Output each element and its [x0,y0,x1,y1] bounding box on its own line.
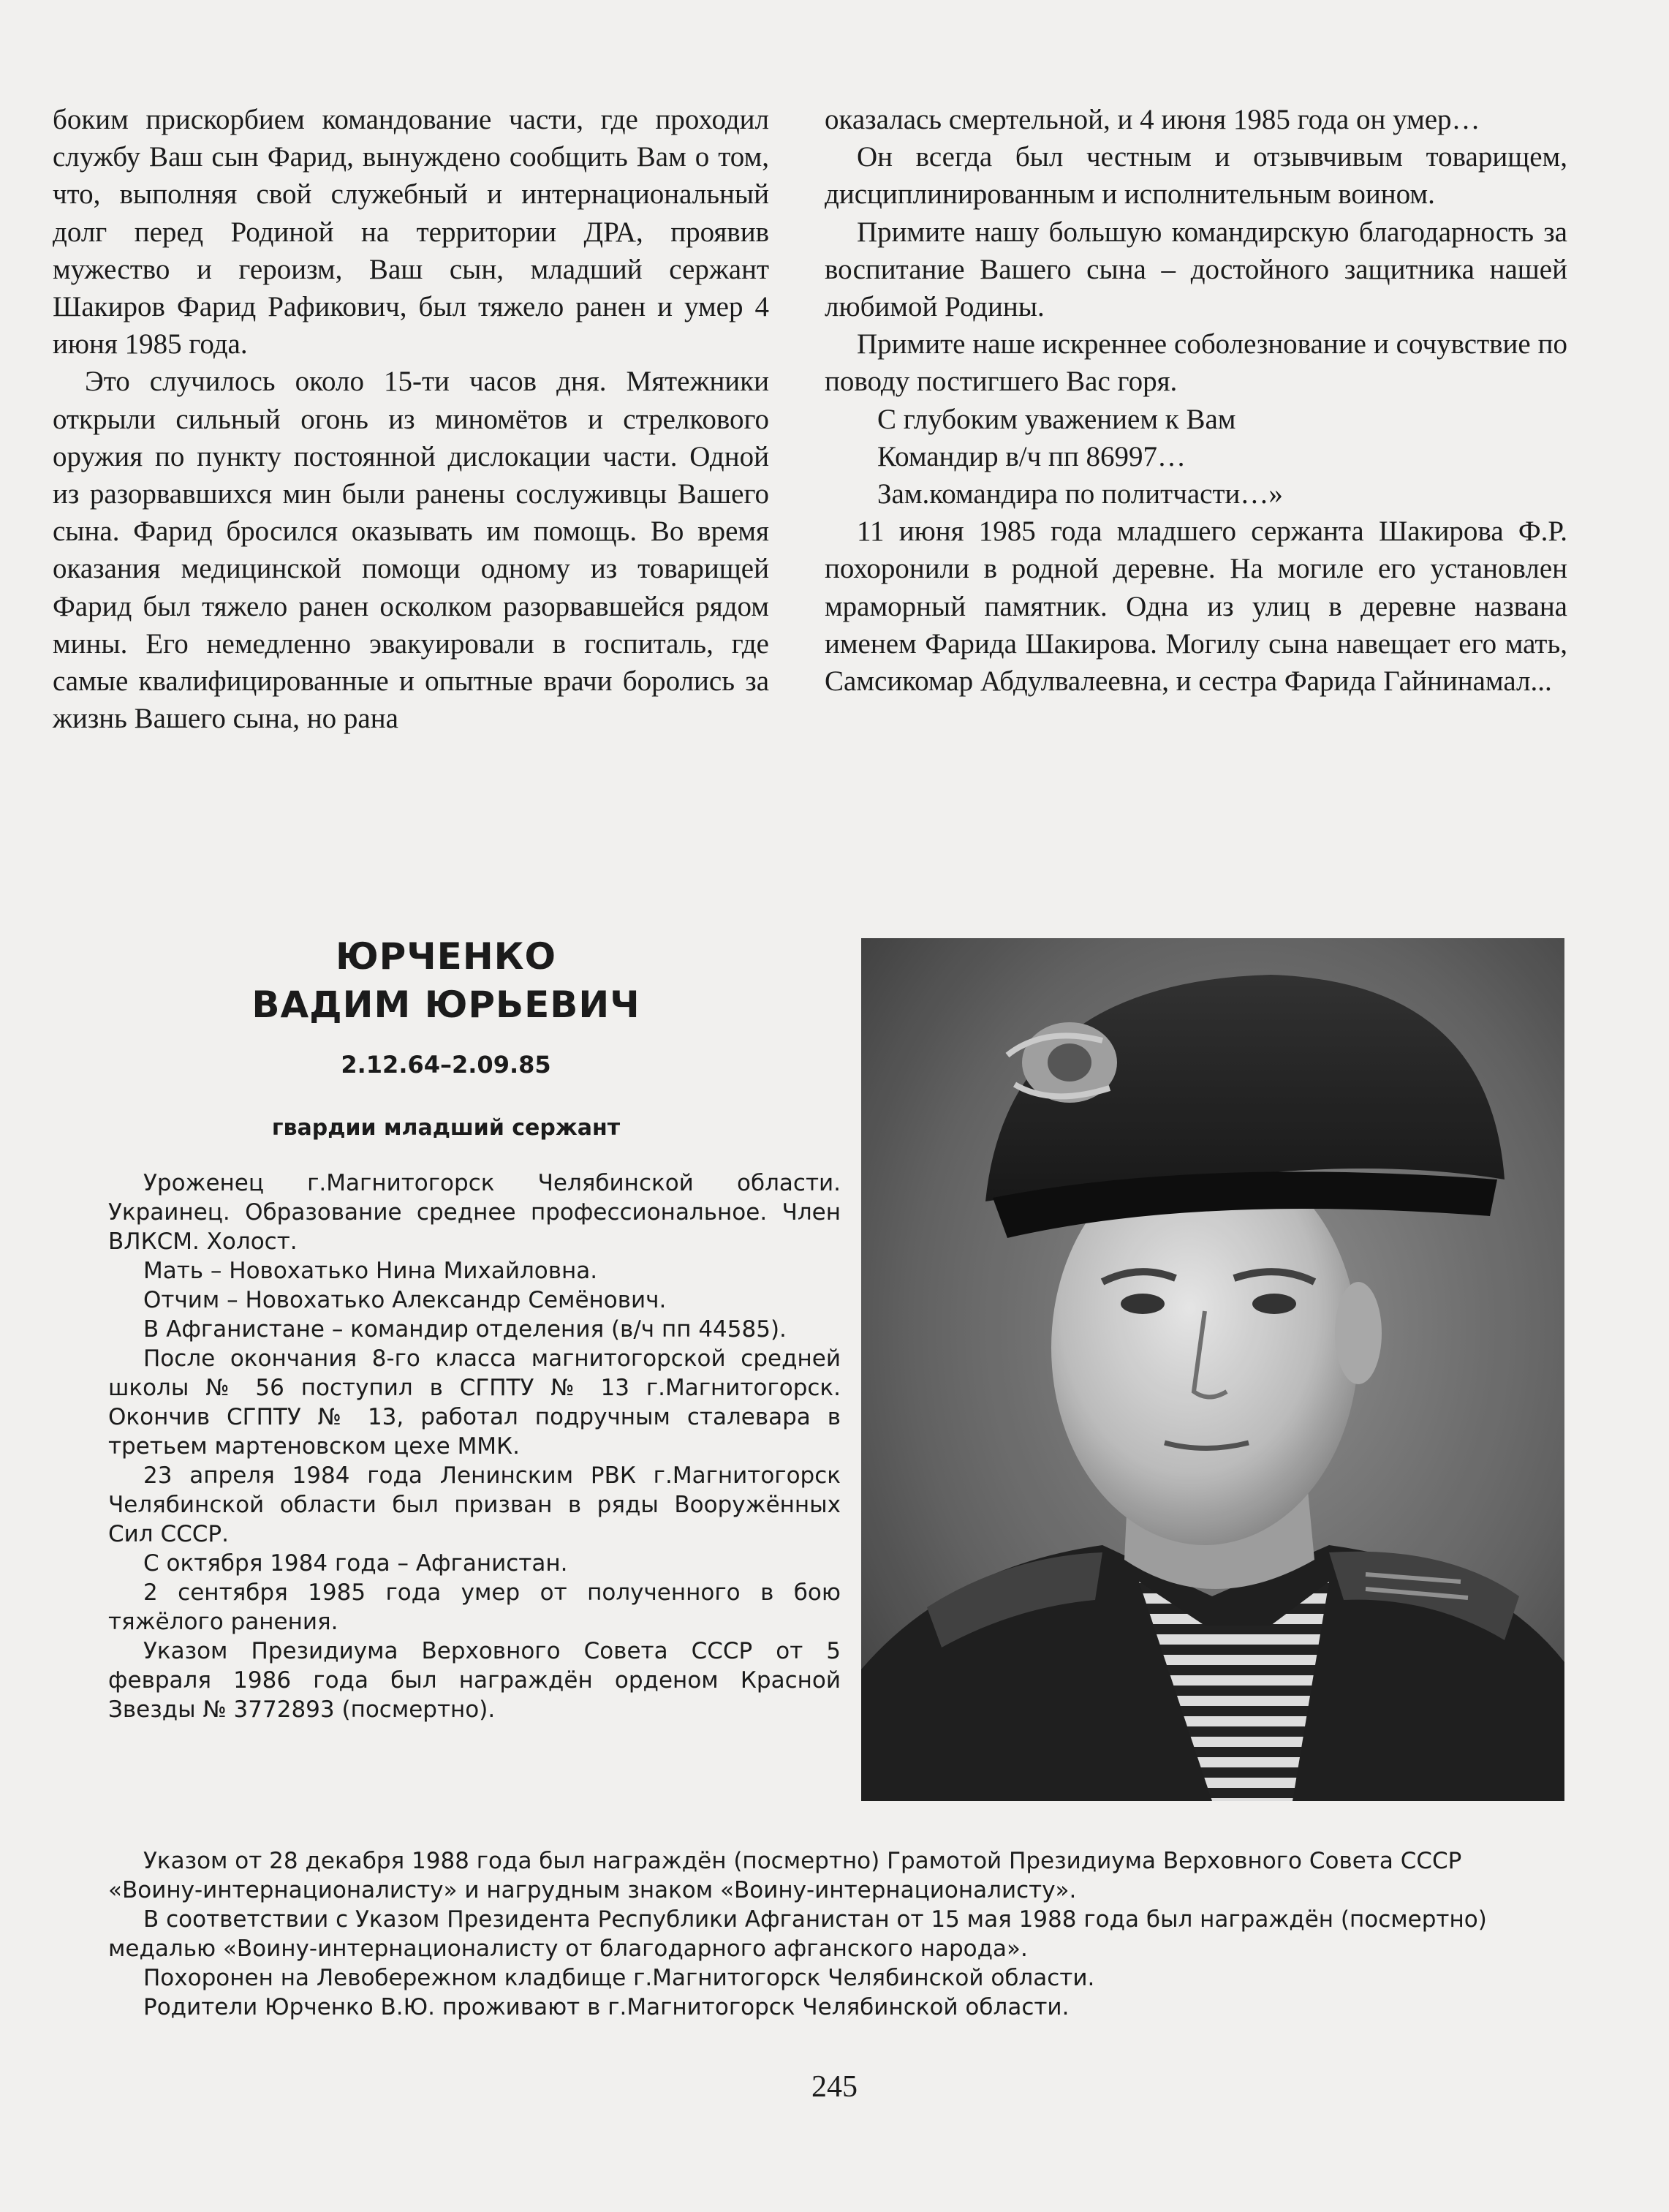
bio-burial-paragraph: Похоронен на Левобережном кладбище г.Магнитогорск Челябинской области. [143,1965,1095,1991]
bio-paragraph-2: Мать – Новохатько Нина Михайловна. [143,1258,598,1284]
page-number: 245 [811,2070,858,2104]
right-paragraph-1: оказалась смертельной, и 4 июня 1985 года он умер… [825,104,1480,135]
right-paragraph-4: Примите наше искреннее соболезнование и сочувствие по поводу постигшего Вас горя. [825,328,1567,398]
bio-paragraph-6: 23 апреля 1984 года Ленинским РВК г.Магнитогорск Челябинской области был призван в ряды Вооружённых Сил СССР. [108,1462,841,1547]
bio-medal-paragraph: В соответствии с Указом Президента Республики Афганистан от 15 мая 1988 года был награждён (посмертно) медалью «Воину-интернационалисту от благодарного афганского народа». [108,1906,1487,1962]
person-surname: ЮРЧЕНКО [335,935,557,978]
signature-line-1: С глубоким уважением к Вам [877,403,1236,435]
right-paragraph-3: Примите нашу большую командирскую благодарность за воспитание Вашего сына – достойного защитника нашей любимой Родины. [825,216,1567,323]
left-text-column [53,101,769,737]
portrait-image [861,938,1564,1801]
left-paragraph-2: Это случилось около 15-ти часов дня. Мятежники открыли сильный огонь из миномётов и стрелкового оружия по пункту постоянной дислокации части. Одной из разорвавшихся мин были ранены сослуживцы Вашего сына. Фарид бросился оказывать им помощь. Во время оказания медицинской помощи одному из товарищей Фарид был тяжело ранен осколком разорвавшейся рядом мины. Его немедленно эвакуировали в госпиталь, где самые квалифицированные и опытные врачи боролись за жизнь Вашего сына, но рана [53,366,769,735]
right-paragraph-2: Он всегда был честным и отзывчивым товарищем, дисциплинированным и исполнительным воином. [825,141,1567,211]
bio-paragraph-3: Отчим – Новохатько Александр Семёнович. [143,1287,667,1313]
bio-award-paragraph: Указом от 28 декабря 1988 года был награждён (посмертно) Грамотой Президиума Верховного Совета СССР «Воину-интернационалисту» и нагрудным знаком «Воину-интернационалисту». [108,1848,1462,1903]
right-paragraph-5: 11 июня 1985 года младшего сержанта Шакирова Ф.Р. похоронили в родной деревне. На могиле его установлен мраморный памятник. Одна из улиц в деревне названа именем Фарида Шакирова. Могилу сына навещает его мать, Самсикомар Абдулвалеевна, и сестра Фарида Гайнинамал... [825,516,1567,698]
person-heading [80,932,811,1141]
military-rank: гвардии младший сержант [271,1115,621,1141]
life-dates: 2.12.64–2.09.85 [341,1051,551,1079]
left-paragraph-1: боким прискорбием командование части, где проходил службу Ваш сын Фарид, вынуждено сообщить Вам о том, что, выполняя свой служебный и интернациональный долг перед Родиной на территории ДРА, проявив мужество и героизм, Ваш сын, младший сержант Шакиров Фарид Рафикович, был тяжело ранен и умер 4 июня 1985 года. [53,104,769,361]
biography-column [108,1169,841,1724]
right-text-column [825,101,1567,700]
person-given-names: ВАДИМ ЮРЬЕВИЧ [251,984,640,1026]
portrait-photo [861,938,1564,1801]
bio-paragraph-7: С октября 1984 года – Афганистан. [143,1550,568,1577]
signature-line-2: Командир в/ч пп 86997… [877,440,1186,472]
bio-paragraph-8: 2 сентября 1985 года умер от полученного в бою тяжёлого ранения. [108,1579,841,1635]
biography-full-width [108,1846,1548,2022]
bio-paragraph-9: Указом Президиума Верховного Совета СССР от 5 февраля 1986 года был награждён орденом Красной Звезды № 3772893 (посмертно). [108,1638,841,1723]
bio-parents-paragraph: Родители Юрченко В.Ю. проживают в г.Магнитогорск Челябинской области. [143,1994,1070,2020]
bio-paragraph-5: После окончания 8-го класса магнитогорской средней школы № 56 поступил в СГПТУ № 13 г.Магнитогорск. Окончив СГПТУ № 13, работал подручным сталевара в третьем мартеновском цехе ММК. [108,1345,841,1460]
signature-line-3: Зам.командира по политчасти…» [877,478,1283,510]
bio-paragraph-4: В Афганистане – командир отделения (в/ч пп 44585). [143,1316,787,1343]
bio-paragraph-1: Уроженец г.Магнитогорск Челябинской области. Украинец. Образование среднее профессиональное. Член ВЛКСМ. Холост. [108,1170,841,1255]
